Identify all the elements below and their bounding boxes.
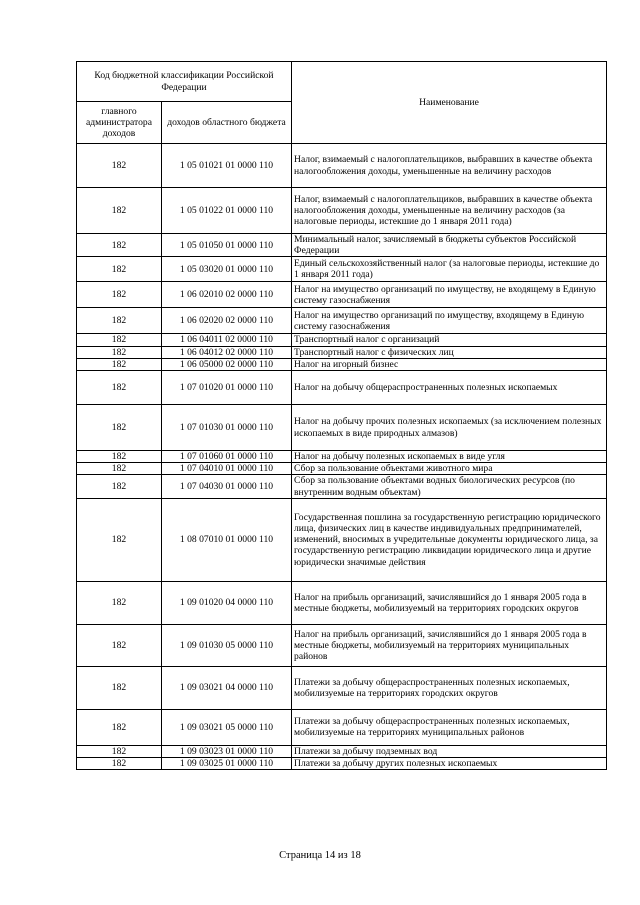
revenue-code-cell: 1 06 04011 02 0000 110 (162, 334, 292, 346)
revenue-code-cell: 1 09 03021 05 0000 110 (162, 709, 292, 745)
revenue-code-cell: 1 07 04030 01 0000 110 (162, 475, 292, 498)
admin-code-cell: 182 (77, 405, 162, 451)
name-cell: Налог на добычу прочих полезных ископаемых (за исключением полезных ископаемых в виде природных алмазов) (292, 405, 607, 451)
revenue-code-cell: 1 09 01020 04 0000 110 (162, 581, 292, 624)
name-cell: Транспортный налог с физических лиц (292, 346, 607, 358)
admin-code-cell: 182 (77, 475, 162, 498)
revenue-code-cell: 1 05 01022 01 0000 110 (162, 188, 292, 234)
name-cell: Платежи за добычу подземных вод (292, 745, 607, 757)
revenue-code-cell: 1 09 03021 04 0000 110 (162, 666, 292, 709)
table-row (77, 745, 607, 757)
admin-code-cell: 182 (77, 257, 162, 282)
admin-code-cell: 182 (77, 188, 162, 234)
table-row (77, 581, 607, 624)
name-cell: Налог на добычу общераспространенных полезных ископаемых (292, 371, 607, 405)
table-row (77, 498, 607, 581)
table-row (77, 463, 607, 475)
admin-code-cell: 182 (77, 358, 162, 370)
name-cell: Сбор за пользование объектами водных биологических ресурсов (по внутренним водным объектам) (292, 475, 607, 498)
name-cell: Государственная пошлина за государственную регистрацию юридического лица, физических лиц в качестве индивидуальных предпринимателей, изменений, вносимых в учредительные документы юридического лица, за государственную регистрацию ликвидации юридического лица и другие юридически значимые действия (292, 498, 607, 581)
table-row (77, 405, 607, 451)
admin-code-cell: 182 (77, 498, 162, 581)
admin-code-cell: 182 (77, 308, 162, 334)
revenue-code-cell: 1 06 04012 02 0000 110 (162, 346, 292, 358)
table-row (77, 475, 607, 498)
admin-code-cell: 182 (77, 282, 162, 308)
revenue-code-cell: 1 08 07010 01 0000 110 (162, 498, 292, 581)
name-cell: Налог, взимаемый с налогоплательщиков, выбравших в качестве объекта налогообложения доходы, уменьшенные на величину расходов (за налоговые периоды, истекшие до 1 января 2011 года) (292, 188, 607, 234)
table-row (77, 371, 607, 405)
admin-code-cell: 182 (77, 581, 162, 624)
admin-code-cell: 182 (77, 451, 162, 463)
admin-code-cell: 182 (77, 144, 162, 188)
revenue-code-cell: 1 09 03023 01 0000 110 (162, 745, 292, 757)
admin-code-cell: 182 (77, 463, 162, 475)
revenue-code-cell: 1 09 03025 01 0000 110 (162, 758, 292, 770)
revenue-code-cell: 1 07 01060 01 0000 110 (162, 451, 292, 463)
table-row (77, 624, 607, 666)
table-body (77, 144, 607, 770)
header-row-top (77, 62, 607, 102)
table-row (77, 758, 607, 770)
admin-code-cell: 182 (77, 334, 162, 346)
name-cell: Налог, взимаемый с налогоплательщиков, выбравших в качестве объекта налогообложения доходы, уменьшенные на величину расходов (292, 144, 607, 188)
table-row (77, 144, 607, 188)
revenue-code-cell: 1 07 01030 01 0000 110 (162, 405, 292, 451)
name-cell: Налог на имущество организаций по имуществу, входящему в Единую систему газоснабжения (292, 308, 607, 334)
revenue-code-cell: 1 06 05000 02 0000 110 (162, 358, 292, 370)
name-cell: Платежи за добычу других полезных ископаемых (292, 758, 607, 770)
header-code-cell: доходов областного бюджета (162, 102, 292, 144)
revenue-code-cell: 1 05 01021 01 0000 110 (162, 144, 292, 188)
table-row (77, 346, 607, 358)
table-row (77, 358, 607, 370)
budget-classification-table (76, 61, 607, 770)
name-cell: Налог на имущество организаций по имуществу, не входящему в Единую систему газоснабжения (292, 282, 607, 308)
table-row (77, 234, 607, 257)
table-row (77, 282, 607, 308)
name-cell: Сбор за пользование объектами животного мира (292, 463, 607, 475)
name-cell: Платежи за добычу общераспространенных полезных ископаемых, мобилизуемые на территориях городских округов (292, 666, 607, 709)
name-cell: Платежи за добычу общераспространенных полезных ископаемых, мобилизуемые на территориях муниципальных районов (292, 709, 607, 745)
admin-code-cell: 182 (77, 709, 162, 745)
admin-code-cell: 182 (77, 371, 162, 405)
table-row (77, 308, 607, 334)
revenue-code-cell: 1 06 02020 02 0000 110 (162, 308, 292, 334)
name-cell: Налог на прибыль организаций, зачислявшийся до 1 января 2005 года в местные бюджеты, мобилизуемый на территориях муниципальных районов (292, 624, 607, 666)
revenue-code-cell: 1 05 03020 01 0000 110 (162, 257, 292, 282)
table-row (77, 257, 607, 282)
admin-code-cell: 182 (77, 666, 162, 709)
name-cell: Налог на добычу полезных ископаемых в виде угля (292, 451, 607, 463)
header-group-cell: Код бюджетной классификации Российской Федерации (77, 62, 292, 102)
name-cell: Единый сельскохозяйственный налог (за налоговые периоды, истекшие до 1 января 2011 года) (292, 257, 607, 282)
table-row (77, 709, 607, 745)
header-admin-cell: главного администратора доходов (77, 102, 162, 144)
name-cell: Налог на игорный бизнес (292, 358, 607, 370)
admin-code-cell: 182 (77, 234, 162, 257)
revenue-code-cell: 1 09 01030 05 0000 110 (162, 624, 292, 666)
table-row (77, 188, 607, 234)
revenue-code-cell: 1 07 04010 01 0000 110 (162, 463, 292, 475)
name-cell: Минимальный налог, зачисляемый в бюджеты субъектов Российской Федерации (292, 234, 607, 257)
name-cell: Налог на прибыль организаций, зачислявшийся до 1 января 2005 года в местные бюджеты, мобилизуемый на территориях городских округов (292, 581, 607, 624)
admin-code-cell: 182 (77, 346, 162, 358)
admin-code-cell: 182 (77, 624, 162, 666)
table-row (77, 451, 607, 463)
revenue-code-cell: 1 05 01050 01 0000 110 (162, 234, 292, 257)
name-cell: Транспортный налог с организаций (292, 334, 607, 346)
revenue-code-cell: 1 06 02010 02 0000 110 (162, 282, 292, 308)
header-name-cell: Наименование (292, 62, 607, 144)
table-row (77, 334, 607, 346)
admin-code-cell: 182 (77, 758, 162, 770)
admin-code-cell: 182 (77, 745, 162, 757)
table-row (77, 666, 607, 709)
page-number: Страница 14 из 18 (279, 850, 361, 861)
revenue-code-cell: 1 07 01020 01 0000 110 (162, 371, 292, 405)
